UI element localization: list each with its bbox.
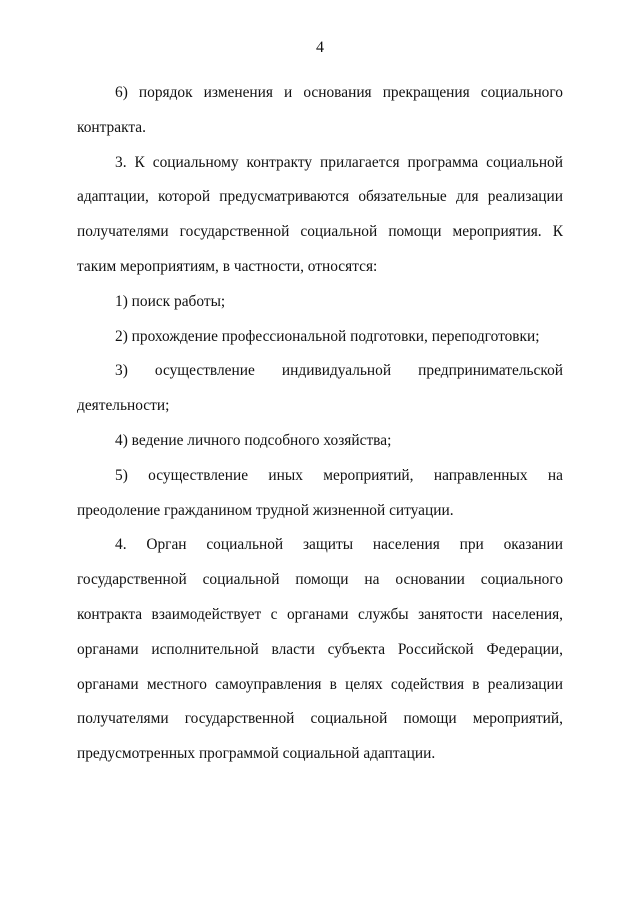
list-item-4: 4) ведение личного подсобного хозяйства; xyxy=(115,431,392,449)
list-item-3: 3) осуществление индивидуальной предпринимательской деятельности; xyxy=(77,362,563,415)
list-item-5: 5) осуществление иных мероприятий, направленных на преодоление гражданином трудной жизненной ситуации. xyxy=(77,466,563,519)
list-item-1: 1) поиск работы; xyxy=(115,292,226,310)
paragraph-clause-3: 3. К социальному контракту прилагается программа социальной адаптации, которой предусматриваются обязательные для реализации получателями государственной социальной помощи мероприятия. К таким мероприятиям, в частности, относятся: xyxy=(77,153,563,275)
page-number: 4 xyxy=(316,39,324,56)
paragraph-clause-4: 4. Орган социальной защиты населения при оказании государственной социальной помощи на основании социального контракта взаимодействует с органами службы занятости населения, органами исполнительной власти субъекта Российской Федерации, органами местного самоуправления в целях содействия в реализации получателями государственной социальной помощи мероприятий, предусмотренных программой социальной адаптации. xyxy=(77,536,563,763)
paragraph-item-6: 6) порядок изменения и основания прекращения социального контракта. xyxy=(77,84,563,136)
list-item-2: 2) прохождение профессиональной подготовки, переподготовки; xyxy=(115,327,540,345)
document-body xyxy=(77,76,563,772)
